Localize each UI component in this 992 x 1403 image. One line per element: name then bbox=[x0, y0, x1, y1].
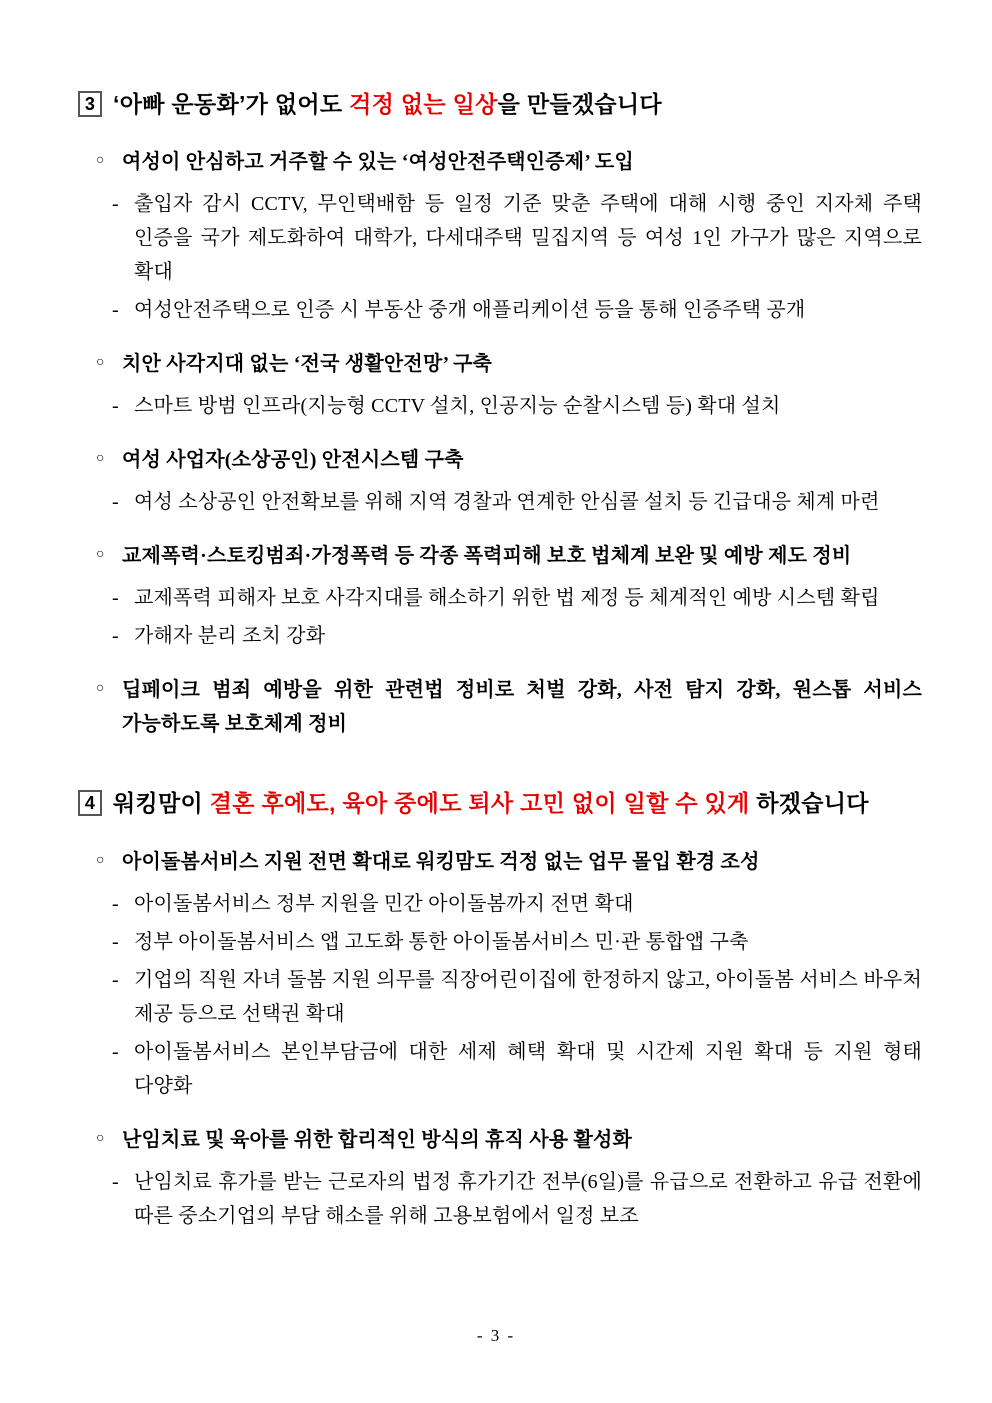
policy-subitem-text: 난임치료 휴가를 받는 근로자의 법정 휴가기간 전부(6일)를 유급으로 전환하고 유급 전환에 따른 중소기업의 부담 해소를 위해 고용보험에서 일정 보조 bbox=[134, 1170, 922, 1227]
policy-item bbox=[96, 845, 922, 879]
document-body bbox=[78, 88, 922, 1233]
policy-subitem bbox=[112, 485, 922, 519]
policy-subitem-text: 가해자 분리 조치 강화 bbox=[134, 625, 326, 648]
section-title-text: 워킹맘이 bbox=[113, 790, 210, 817]
policy-subitem bbox=[112, 619, 922, 653]
policy-subitem bbox=[112, 187, 922, 289]
policy-subitem-text: 여성 소상공인 안전확보를 위해 지역 경찰과 연계한 안심콜 설치 등 긴급대응 체계 마련 bbox=[134, 491, 880, 514]
policy-item-text: 치안 사각지대 없는 ‘전국 생활안전망’ 구축 bbox=[122, 353, 493, 376]
policy-subitem-text: 아이돌봄서비스 정부 지원을 민간 아이돌봄까지 전면 확대 bbox=[134, 892, 634, 915]
policy-item bbox=[96, 539, 922, 573]
circle-bullet: ○ bbox=[96, 451, 105, 467]
policy-subitem-text: 출입자 감시 CCTV, 무인택배함 등 일정 기준 맞춘 주택에 대해 시행 중인 지자체 주택 인증을 국가 제도화하여 대학가, 다세대주택 밀집지역 등 여성 1인 가구가 많은 지역으로 확대 bbox=[134, 193, 922, 284]
circle-bullet: ○ bbox=[96, 852, 105, 868]
policy-subitem bbox=[112, 1035, 922, 1103]
policy-item-text: 난임치료 및 육아를 위한 합리적인 방식의 휴직 사용 활성화 bbox=[122, 1128, 633, 1151]
section-title-text: 을 만들겠습니다 bbox=[497, 91, 662, 117]
section-heading bbox=[78, 88, 922, 121]
section-title-text: 하겠습니다 bbox=[749, 790, 869, 817]
circle-bullet: ○ bbox=[96, 1130, 105, 1146]
policy-item bbox=[96, 443, 922, 477]
policy-item bbox=[96, 673, 922, 741]
policy-subitem bbox=[112, 925, 922, 959]
dash-bullet: - bbox=[112, 395, 119, 418]
page-number: - 3 - bbox=[476, 1326, 516, 1345]
policy-subitem-text: 교제폭력 피해자 보호 사각지대를 해소하기 위한 법 제정 등 체계적인 예방 시스템 확립 bbox=[134, 587, 880, 610]
circle-bullet: ○ bbox=[96, 153, 105, 169]
policy-subitem bbox=[112, 389, 922, 423]
dash-bullet: - bbox=[112, 1170, 119, 1193]
section-heading bbox=[78, 787, 922, 820]
policy-item-text: 딥페이크 범죄 예방을 위한 관련법 정비로 처벌 강화, 사전 탐지 강화, 원스톱 서비스 가능하도록 보호체계 정비 bbox=[122, 679, 922, 736]
section-title-highlight: 결혼 후에도, 육아 중에도 퇴사 고민 없이 일할 수 있게 bbox=[209, 790, 750, 817]
policy-item-text: 아이돌봄서비스 지원 전면 확대로 워킹맘도 걱정 없는 업무 몰입 환경 조성 bbox=[122, 850, 760, 873]
dash-bullet: - bbox=[112, 193, 119, 216]
dash-bullet: - bbox=[112, 892, 119, 915]
dash-bullet: - bbox=[112, 587, 119, 610]
policy-subitem bbox=[112, 963, 922, 1031]
circle-bullet: ○ bbox=[96, 681, 105, 697]
policy-subitem bbox=[112, 581, 922, 615]
section-title-highlight: 걱정 없는 일상 bbox=[349, 91, 498, 117]
policy-item bbox=[96, 1123, 922, 1157]
circle-bullet: ○ bbox=[96, 547, 105, 563]
policy-subitem bbox=[112, 1165, 922, 1233]
policy-subitem bbox=[112, 293, 922, 327]
policy-item-text: 교제폭력·스토킹범죄·가정폭력 등 각종 폭력피해 보호 법체계 보완 및 예방 제도 정비 bbox=[122, 545, 852, 568]
section-number-box: 4 bbox=[78, 790, 102, 816]
dash-bullet: - bbox=[112, 930, 119, 953]
dash-bullet: - bbox=[112, 299, 119, 322]
dash-bullet: - bbox=[112, 491, 119, 514]
dash-bullet: - bbox=[112, 625, 119, 648]
dash-bullet: - bbox=[112, 968, 119, 991]
policy-subitem-text: 아이돌봄서비스 본인부담금에 대한 세제 혜택 확대 및 시간제 지원 확대 등 지원 형태 다양화 bbox=[134, 1040, 922, 1097]
policy-item-text: 여성 사업자(소상공인) 안전시스템 구축 bbox=[122, 449, 464, 472]
circle-bullet: ○ bbox=[96, 355, 105, 371]
policy-subitem-text: 스마트 방범 인프라(지능형 CCTV 설치, 인공지능 순찰시스템 등) 확대 설치 bbox=[134, 395, 781, 418]
policy-item bbox=[96, 145, 922, 179]
policy-item bbox=[96, 347, 922, 381]
policy-subitem bbox=[112, 887, 922, 921]
policy-subitem-text: 기업의 직원 자녀 돌봄 지원 의무를 직장어린이집에 한정하지 않고, 아이돌봄 서비스 바우처 제공 등으로 선택권 확대 bbox=[134, 968, 922, 1025]
section-number-box: 3 bbox=[78, 91, 102, 117]
policy-subitem-text: 정부 아이돌봄서비스 앱 고도화 통한 아이돌봄서비스 민·관 통합앱 구축 bbox=[134, 930, 749, 953]
policy-item-text: 여성이 안심하고 거주할 수 있는 ‘여성안전주택인증제’ 도입 bbox=[122, 151, 634, 174]
section-title-text: ‘아빠 운동화’가 없어도 bbox=[113, 91, 350, 117]
policy-subitem-text: 여성안전주택으로 인증 시 부동산 중개 애플리케이션 등을 통해 인증주택 공개 bbox=[134, 299, 806, 322]
dash-bullet: - bbox=[112, 1040, 119, 1063]
